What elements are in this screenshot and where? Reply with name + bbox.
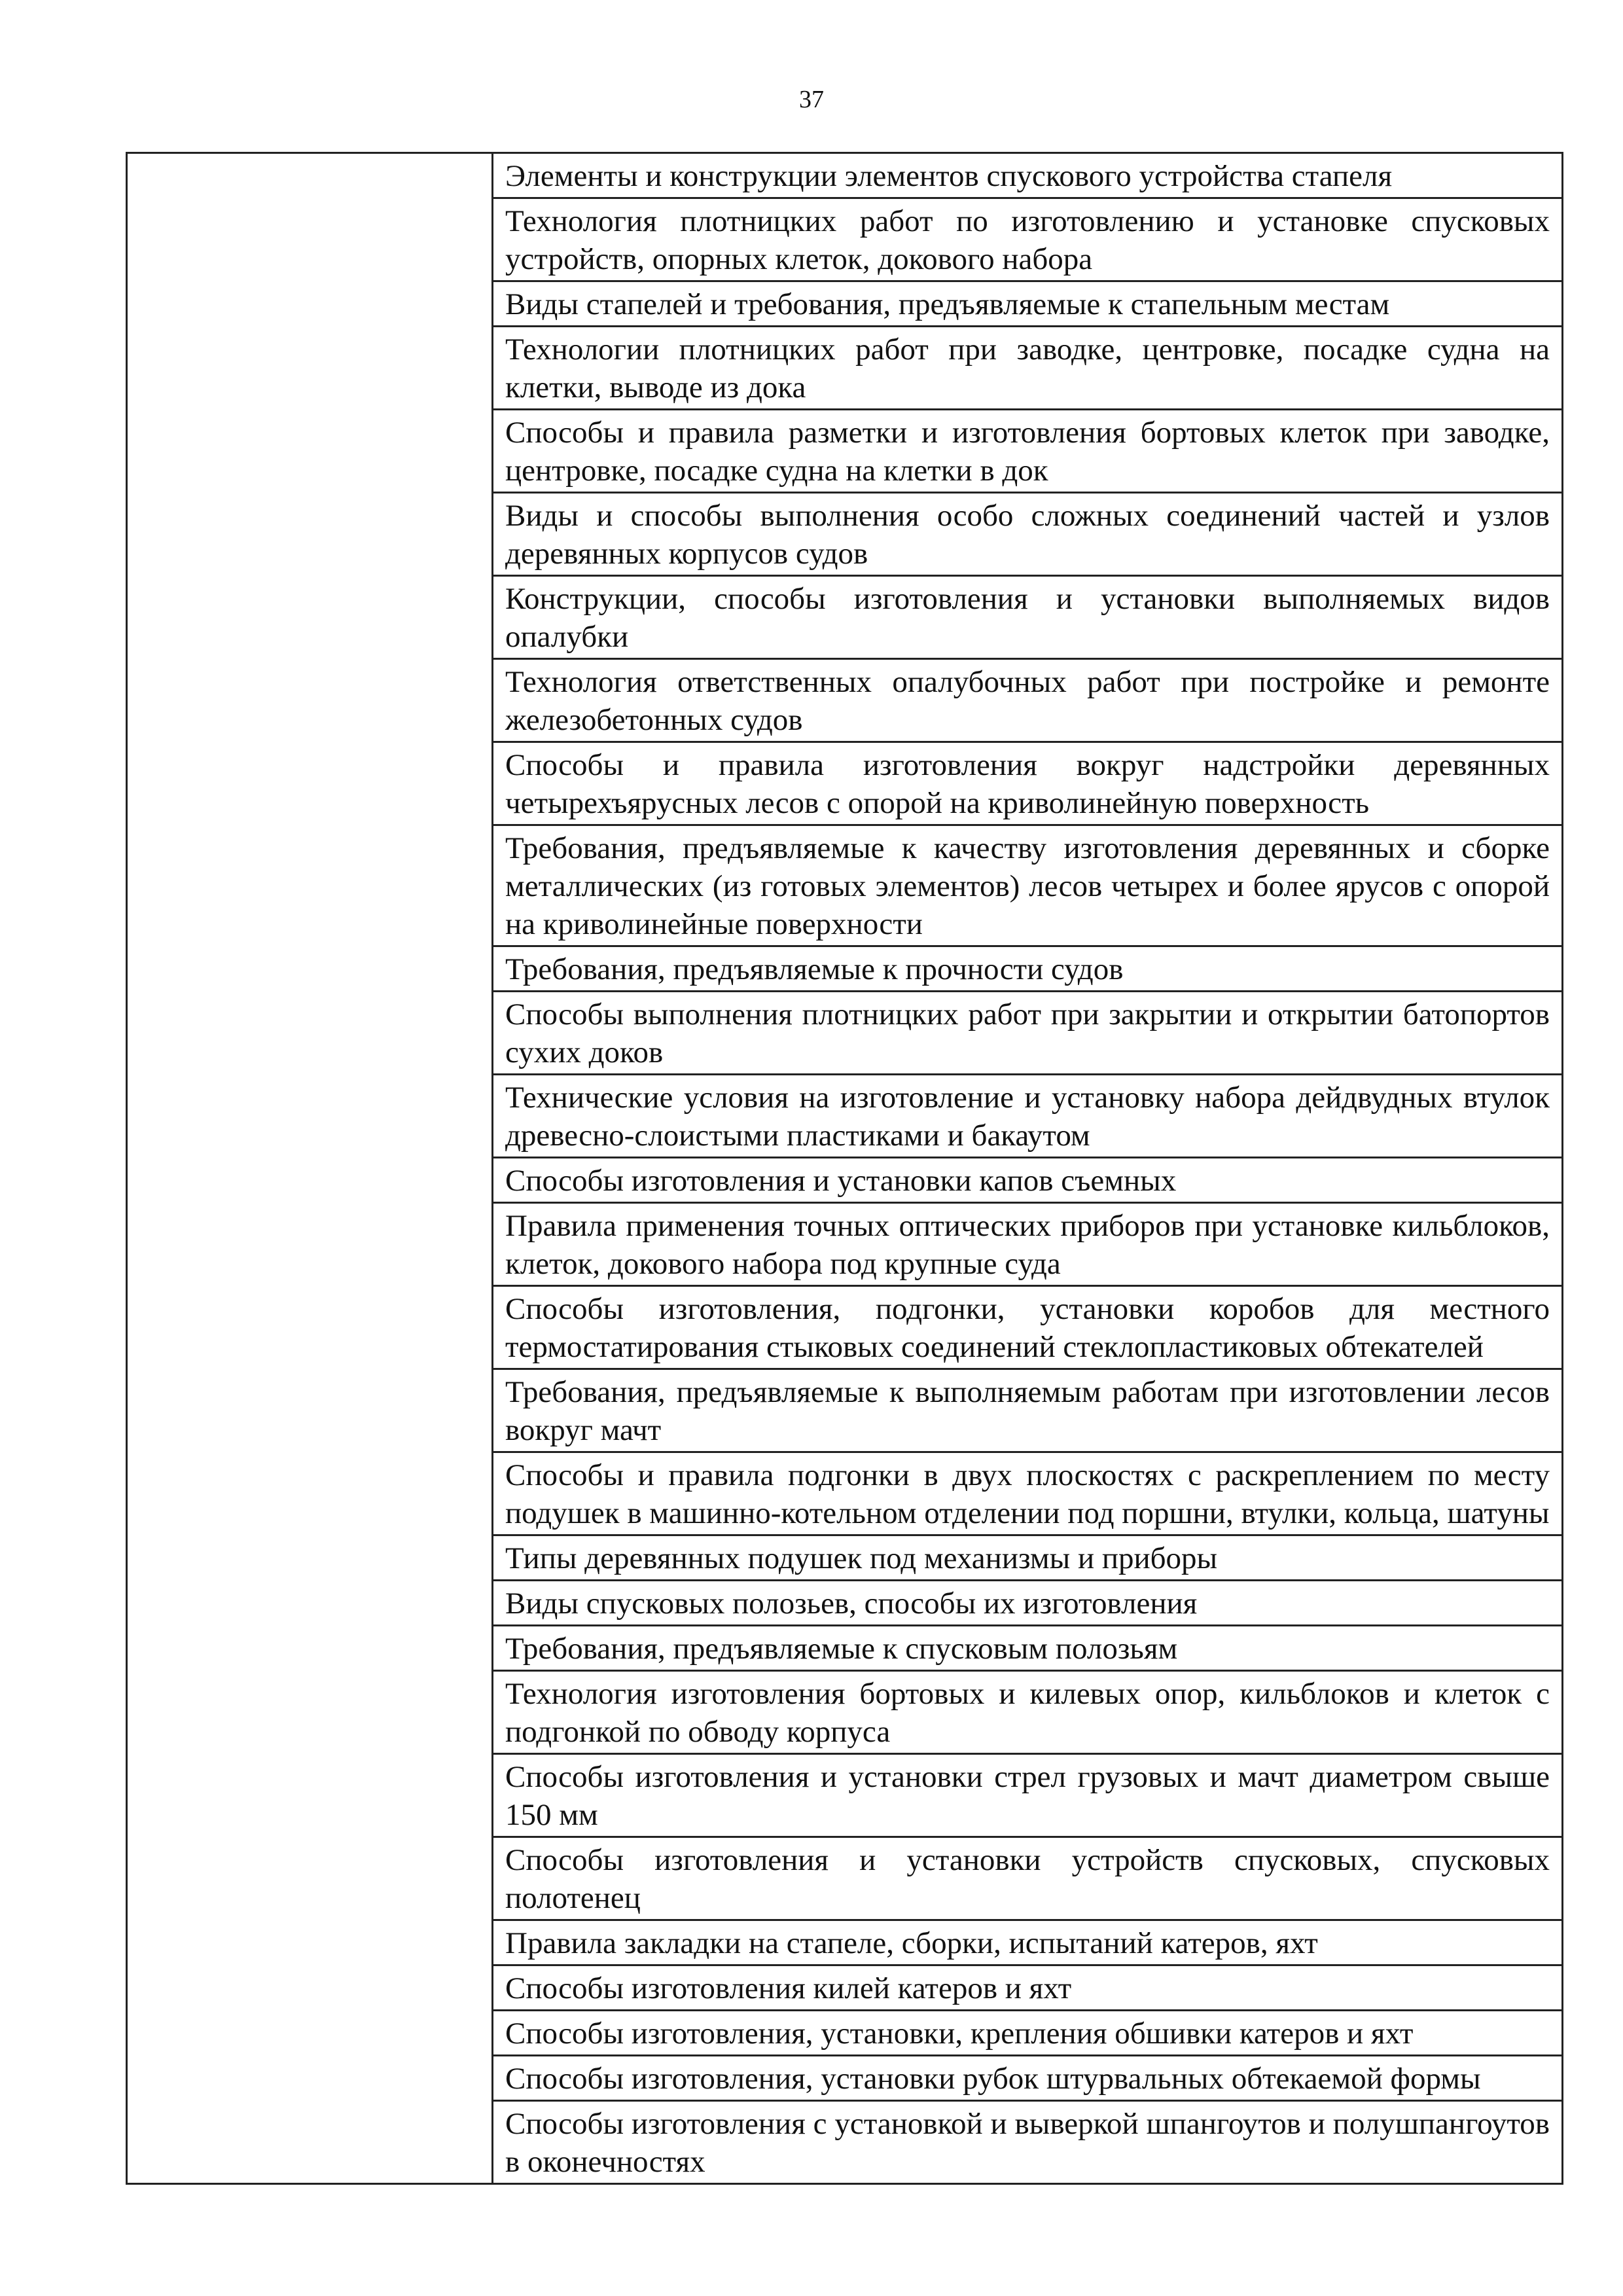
table-row-text: Виды и способы выполнения особо сложных соединений частей и узлов деревянных корпусов судов: [493, 492, 1561, 575]
left-column-cell: [127, 153, 493, 2184]
right-column-cell: [493, 153, 1563, 2184]
table-row-text: Способы изготовления, установки рубок штурвальных обтекаемой формы: [493, 2054, 1561, 2100]
table-row-text: Технологии плотницких работ при заводке, центровке, посадке судна на клетки, выводе из дока: [493, 325, 1561, 408]
table-row-text: Правила закладки на стапеле, сборки, испытаний катеров, яхт: [493, 1919, 1561, 1964]
table-row-text: Способы изготовления и установки капов съемных: [493, 1157, 1561, 1202]
table-row-text: Способы изготовления, подгонки, установки коробов для местного термостатирования стыковых соединений стеклопластиковых обтекателей: [493, 1285, 1561, 1368]
table-row-text: Требования, предъявляемые к спусковым полозьям: [493, 1624, 1561, 1670]
table-row-text: Способы выполнения плотницких работ при закрытии и открытии батопортов сухих доков: [493, 990, 1561, 1073]
table-row-text: Конструкции, способы изготовления и установки выполняемых видов опалубки: [493, 575, 1561, 658]
table-row-text: Виды стапелей и требования, предъявляемые к стапельным местам: [493, 280, 1561, 325]
table-row-text: Требования, предъявляемые к прочности судов: [493, 945, 1561, 990]
table-row-text: Способы изготовления килей катеров и яхт: [493, 1964, 1561, 2009]
table-row-text: Правила применения точных оптических приборов при установке кильблоков, клеток, докового набора под крупные суда: [493, 1202, 1561, 1285]
table-row: [127, 153, 1563, 2184]
table-row-text: Технология плотницких работ по изготовлению и установке спусковых устройств, опорных клеток, докового набора: [493, 197, 1561, 280]
table-row-text: Технология изготовления бортовых и килевых опор, кильблоков и клеток с подгонкой по обводу корпуса: [493, 1670, 1561, 1753]
page-number: 37: [799, 86, 824, 113]
table-row-text: Технология ответственных опалубочных работ при постройке и ремонте железобетонных судов: [493, 658, 1561, 741]
table-row-text: Технические условия на изготовление и установку набора дейдвудных втулок древесно-слоистыми пластиками и бакаутом: [493, 1073, 1561, 1157]
table-row-text: Способы и правила изготовления вокруг надстройки деревянных четырехъярусных лесов с опорой на криволинейную поверхность: [493, 741, 1561, 824]
table-row-text: Элементы и конструкции элементов спускового устройства стапеля: [505, 159, 1393, 193]
table-row-text: Способы изготовления и установки стрел грузовых и мачт диаметром свыше 150 мм: [493, 1753, 1561, 1836]
table-row-text: Виды спусковых полозьев, способы их изготовления: [493, 1579, 1561, 1624]
table-row-text: Способы изготовления с установкой и выверкой шпангоутов и полушпангоутов в оконечностях: [493, 2100, 1561, 2183]
table-row-text: Способы и правила разметки и изготовления бортовых клеток при заводке, центровке, посадке судна на клетки в док: [493, 408, 1561, 492]
table-row-text: Требования, предъявляемые к качеству изготовления деревянных и сборке металлических (из готовых элементов) лесов четырех и более ярусов с опорой на криволинейные поверхности: [493, 824, 1561, 945]
table-row-text: Способы изготовления, установки, крепления обшивки катеров и яхт: [493, 2009, 1561, 2054]
table-row-text: Типы деревянных подушек под механизмы и приборы: [493, 1534, 1561, 1579]
requirements-table: [126, 152, 1563, 2185]
table-row-text: Способы изготовления и установки устройств спусковых, спусковых полотенец: [493, 1836, 1561, 1919]
table-row-text: Способы и правила подгонки в двух плоскостях с раскреплением по месту подушек в машинно-котельном отделении под поршни, втулки, кольца, шатуны: [493, 1451, 1561, 1534]
table-row-text: Требования, предъявляемые к выполняемым работам при изготовлении лесов вокруг мачт: [493, 1368, 1561, 1451]
